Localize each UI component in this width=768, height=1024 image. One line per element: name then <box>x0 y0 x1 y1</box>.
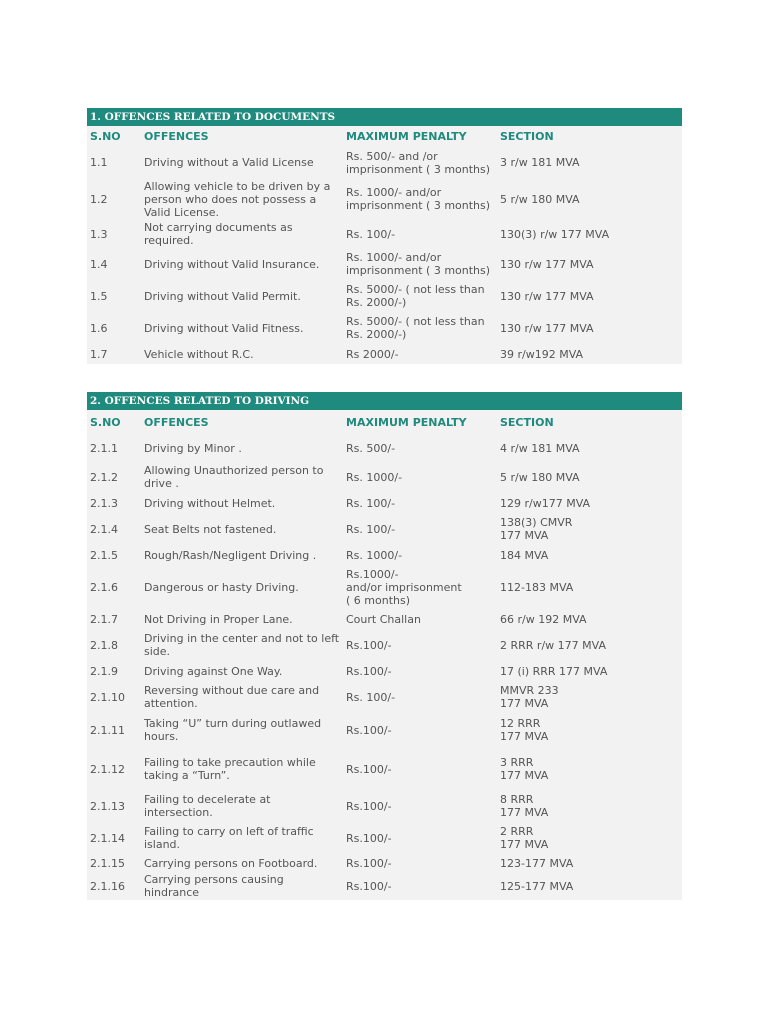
table-row <box>87 178 682 220</box>
cell-section: 129 r/w177 MVA <box>500 496 591 510</box>
cell-section: 5 r/w 180 MVA <box>500 470 580 484</box>
cell-penalty: Rs.100/- <box>346 799 392 813</box>
cell-sno: 1.7 <box>90 347 108 361</box>
cell-offence: Driving by Minor . <box>144 441 242 455</box>
cell-penalty: Rs.100/- <box>346 664 392 678</box>
cell-section: 4 r/w 181 MVA <box>500 441 580 455</box>
cell-section: 2 RRR r/w 177 MVA <box>500 638 606 652</box>
cell-offence: Failing to decelerate at intersection. <box>144 793 271 819</box>
cell-offence: Not carrying documents as required. <box>144 221 293 247</box>
cell-section: 125-177 MVA <box>500 879 574 893</box>
cell-penalty: Rs. 5000/- ( not less than Rs. 2000/-) <box>346 283 485 309</box>
cell-sno: 2.1.16 <box>90 879 125 893</box>
cell-offence: Not Driving in Proper Lane. <box>144 612 293 626</box>
cell-offence: Rough/Rash/Negligent Driving . <box>144 548 317 562</box>
section-driving <box>87 392 682 900</box>
cell-section: MMVR 233 177 MVA <box>500 684 559 710</box>
cell-penalty: Rs.100/- <box>346 762 392 776</box>
cell-sno: 1.4 <box>90 257 108 271</box>
table-row <box>87 630 682 660</box>
table-header-row <box>87 126 682 147</box>
cell-section: 130(3) r/w 177 MVA <box>500 227 610 241</box>
cell-penalty: Rs.100/- <box>346 856 392 870</box>
table-row <box>87 147 682 178</box>
cell-penalty: Rs.100/- <box>346 831 392 845</box>
cell-offence: Dangerous or hasty Driving. <box>144 580 299 594</box>
cell-section: 130 r/w 177 MVA <box>500 321 594 335</box>
header-penalty: MAXIMUM PENALTY <box>346 130 467 143</box>
cell-offence: Vehicle without R.C. <box>144 347 254 361</box>
cell-penalty: Rs. 100/- <box>346 522 396 536</box>
offences-table <box>87 126 682 364</box>
cell-sno: 2.1.11 <box>90 723 125 737</box>
table-row <box>87 822 682 854</box>
header-penalty: MAXIMUM PENALTY <box>346 415 467 429</box>
cell-penalty: Rs.1000/- and/or imprisonment ( 6 months) <box>346 567 462 607</box>
cell-sno: 2.1.14 <box>90 831 125 845</box>
cell-penalty: Rs.100/- <box>346 723 392 737</box>
table-row <box>87 682 682 712</box>
cell-sno: 2.1.3 <box>90 496 118 510</box>
header-section: SECTION <box>500 130 554 143</box>
cell-offence: Seat Belts not fastened. <box>144 522 277 536</box>
cell-penalty: Rs.100/- <box>346 879 392 893</box>
table-row <box>87 566 682 608</box>
header-offences: OFFENCES <box>144 130 209 143</box>
section-title: 2. OFFENCES RELATED TO DRIVING <box>87 392 682 410</box>
cell-sno: 2.1.10 <box>90 690 125 704</box>
cell-offence: Allowing vehicle to be driven by a person who does not possess a Valid License. <box>144 179 331 219</box>
table-row <box>87 748 682 790</box>
table-row <box>87 248 682 280</box>
cell-section: 2 RRR 177 MVA <box>500 825 549 851</box>
cell-section: 5 r/w 180 MVA <box>500 192 580 206</box>
cell-offence: Taking “U” turn during outlawed hours. <box>144 717 322 743</box>
cell-section: 66 r/w 192 MVA <box>500 612 587 626</box>
cell-sno: 2.1.5 <box>90 548 118 562</box>
cell-penalty: Rs. 1000/- and/or imprisonment ( 3 months) <box>346 251 491 277</box>
table-row <box>87 220 682 248</box>
cell-sno: 2.1.4 <box>90 522 118 536</box>
table-row <box>87 790 682 822</box>
cell-sno: 2.1.2 <box>90 470 118 484</box>
table-row <box>87 854 682 872</box>
cell-section: 112-183 MVA <box>500 580 574 594</box>
cell-penalty: Court Challan <box>346 612 421 626</box>
cell-penalty: Rs. 100/- <box>346 496 396 510</box>
cell-penalty: Rs. 100/- <box>346 227 396 241</box>
cell-sno: 2.1.7 <box>90 612 118 626</box>
cell-offence: Driving against One Way. <box>144 664 283 678</box>
table-row <box>87 462 682 492</box>
cell-offence: Driving in the center and not to left side. <box>144 632 340 658</box>
cell-offence: Carrying persons on Footboard. <box>144 856 318 870</box>
cell-section: 8 RRR 177 MVA <box>500 793 549 819</box>
cell-penalty: Rs. 500/- <box>346 441 396 455</box>
cell-offence: Failing to take precaution while taking a “Turn”. <box>144 756 316 782</box>
cell-section: 17 (i) RRR 177 MVA <box>500 664 608 678</box>
cell-penalty: Rs. 5000/- ( not less than Rs. 2000/-) <box>346 315 485 341</box>
table-row <box>87 544 682 566</box>
table-row <box>87 514 682 544</box>
table-row <box>87 280 682 312</box>
cell-penalty: Rs.100/- <box>346 638 392 652</box>
section-documents <box>87 108 682 364</box>
cell-offence: Driving without Helmet. <box>144 496 276 510</box>
cell-penalty: Rs. 1000/- <box>346 470 403 484</box>
header-offences: OFFENCES <box>144 415 209 429</box>
cell-penalty: Rs. 500/- and /or imprisonment ( 3 months) <box>346 149 491 176</box>
cell-offence: Allowing Unauthorized person to drive . <box>144 464 324 490</box>
cell-sno: 1.5 <box>90 289 108 303</box>
table-row <box>87 312 682 344</box>
cell-penalty: Rs 2000/- <box>346 347 399 361</box>
cell-offence: Carrying persons causing hindrance <box>144 873 284 899</box>
cell-sno: 1.6 <box>90 321 108 335</box>
cell-section: 39 r/w192 MVA <box>500 347 584 361</box>
cell-offence: Driving without Valid Insurance. <box>144 257 320 271</box>
cell-section: 130 r/w 177 MVA <box>500 257 594 271</box>
cell-sno: 2.1.12 <box>90 762 125 776</box>
table-header-row <box>87 410 682 434</box>
cell-section: 130 r/w 177 MVA <box>500 289 594 303</box>
cell-sno: 2.1.8 <box>90 638 118 652</box>
cell-sno: 2.1.1 <box>90 441 118 455</box>
offences-table <box>87 410 682 900</box>
table-row <box>87 344 682 364</box>
table-row <box>87 872 682 900</box>
cell-section: 184 MVA <box>500 548 549 562</box>
cell-penalty: Rs. 1000/- <box>346 548 403 562</box>
table-row <box>87 712 682 748</box>
cell-section: 138(3) CMVR 177 MVA <box>500 516 573 542</box>
cell-offence: Driving without a Valid License <box>144 156 314 169</box>
header-sno: S.NO <box>90 130 121 143</box>
header-sno: S.NO <box>90 415 121 429</box>
cell-sno: 2.1.9 <box>90 664 118 678</box>
table-row <box>87 660 682 682</box>
cell-penalty: Rs. 100/- <box>346 690 396 704</box>
cell-section: 3 r/w 181 MVA <box>500 156 580 169</box>
cell-offence: Reversing without due care and attention. <box>144 684 320 710</box>
cell-penalty: Rs. 1000/- and/or imprisonment ( 3 months) <box>346 186 491 212</box>
table-row <box>87 434 682 462</box>
cell-sno: 2.1.15 <box>90 856 125 870</box>
cell-offence: Failing to carry on left of traffic island. <box>144 825 314 851</box>
header-section: SECTION <box>500 415 554 429</box>
cell-offence: Driving without Valid Permit. <box>144 289 301 303</box>
cell-section: 123-177 MVA <box>500 856 574 870</box>
section-title: 1. OFFENCES RELATED TO DOCUMENTS <box>87 108 682 126</box>
cell-sno: 1.3 <box>90 227 108 241</box>
table-row <box>87 608 682 630</box>
cell-section: 3 RRR 177 MVA <box>500 756 549 782</box>
table-row <box>87 492 682 514</box>
cell-sno: 2.1.13 <box>90 799 125 813</box>
cell-sno: 1.1 <box>90 156 108 169</box>
cell-sno: 2.1.6 <box>90 580 118 594</box>
cell-offence: Driving without Valid Fitness. <box>144 321 304 335</box>
cell-sno: 1.2 <box>90 192 108 206</box>
cell-section: 12 RRR 177 MVA <box>500 717 549 743</box>
